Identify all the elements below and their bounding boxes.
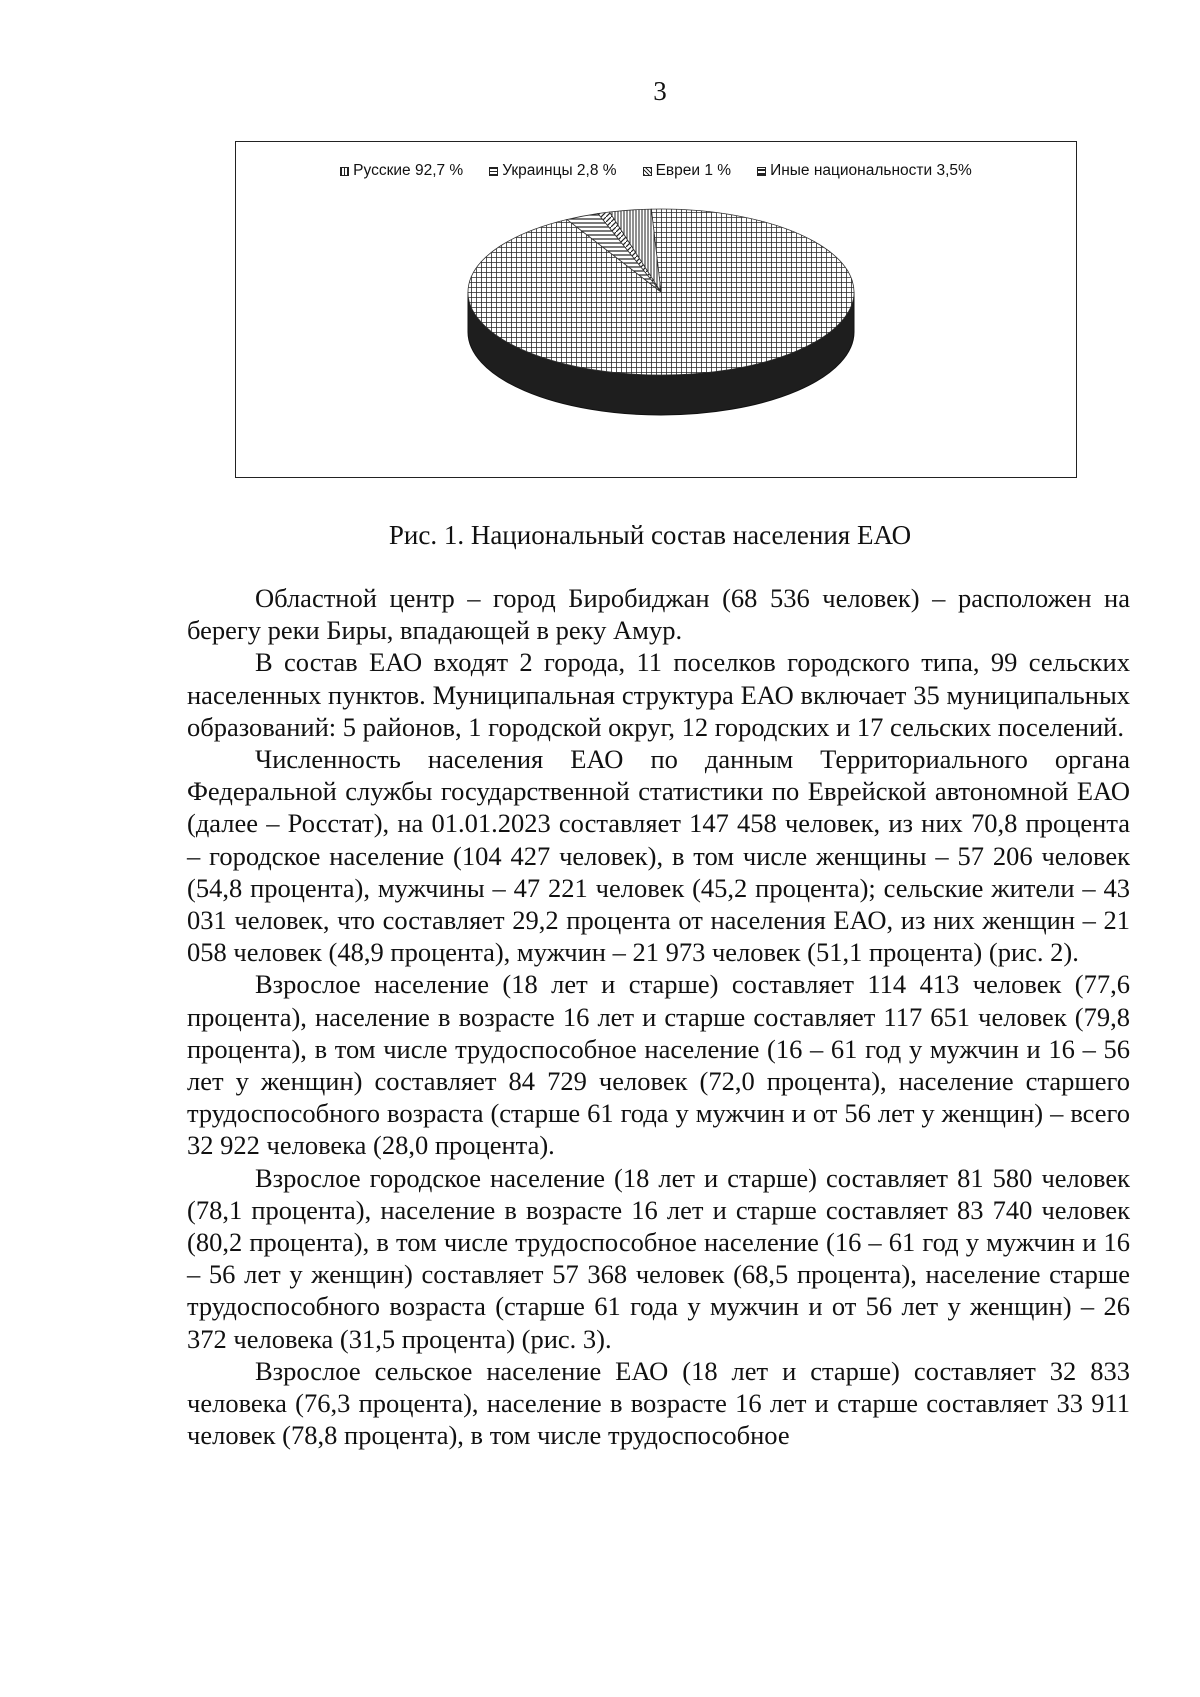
paragraph-6: Взрослое сельское население ЕАО (18 лет и старше) составляет 32 833 человека (76,3 процента), население в возрасте 16 лет и старше составляет 33 911 человек (78,8 процента), в том числе трудоспособное	[187, 1355, 1130, 1451]
paragraph-1: Областной центр – город Биробиджан (68 536 человек) – расположен на берегу реки Биры, впадающей в реку Амур.	[187, 583, 1130, 646]
pie-chart-figure	[235, 141, 1077, 478]
body-text	[187, 582, 1130, 1451]
legend-label: Евреи 1 %	[655, 162, 732, 179]
legend-label: Русские 92,7 %	[353, 162, 464, 179]
page-number: 3	[653, 76, 667, 106]
legend-label: Украинцы 2,8 %	[502, 162, 617, 179]
paragraph-3: Численность населения ЕАО по данным Территориального органа Федеральной службы государственной статистики по Еврейской автономной ЕАО (далее – Росстат), на 01.01.2023 составляет 147 458 человек, из них 70,8 процента – городское население (104 427 человек), в том числе женщины – 57 206 человек (54,8 процента), мужчины – 47 221 человек (45,2 процента); сельские жители – 43 031 человек, что составляет 29,2 процента от населения ЕАО, из них женщин – 21 058 человек (48,9 процента), мужчин – 21 973 человек (51,1 процента) (рис. 2).	[187, 744, 1130, 968]
legend-label: Иные национальности 3,5%	[770, 162, 972, 179]
pie-chart	[236, 142, 1078, 479]
paragraph-4: Взрослое население (18 лет и старше) составляет 114 413 человек (77,6 процента), население в возрасте 16 лет и старше составляет 117 651 человек (79,8 процента), в том числе трудоспособное население (16 – 61 год у мужчин и 16 – 56 лет у женщин) составляет 84 729 человек (72,0 процента), население старшего трудоспособного возраста (старше 61 года у мужчин и от 56 лет у женщин) – всего 32 922 человека (28,0 процента).	[187, 969, 1130, 1161]
paragraph-5: Взрослое городское население (18 лет и старше) составляет 81 580 человек (78,1 процента), население в возрасте 16 лет и старше составляет 83 740 человек (80,2 процента), в том числе трудоспособное население (16 – 61 год у мужчин и 16 – 56 лет у женщин) составляет 57 368 человек (68,5 процента), население старше трудоспособного возраста (старше 61 года у мужчин и от 56 лет у женщин) – 26 372 человека (31,5 процента) (рис. 3).	[187, 1162, 1130, 1354]
figure-caption: Рис. 1. Национальный состав населения ЕАО	[388, 520, 912, 550]
paragraph-2: В состав ЕАО входят 2 города, 11 поселков городского типа, 99 сельских населенных пунктов. Муниципальная структура ЕАО включает 35 муниципальных образований: 5 районов, 1 городской округ, 12 городских и 17 сельских поселений.	[187, 647, 1130, 742]
